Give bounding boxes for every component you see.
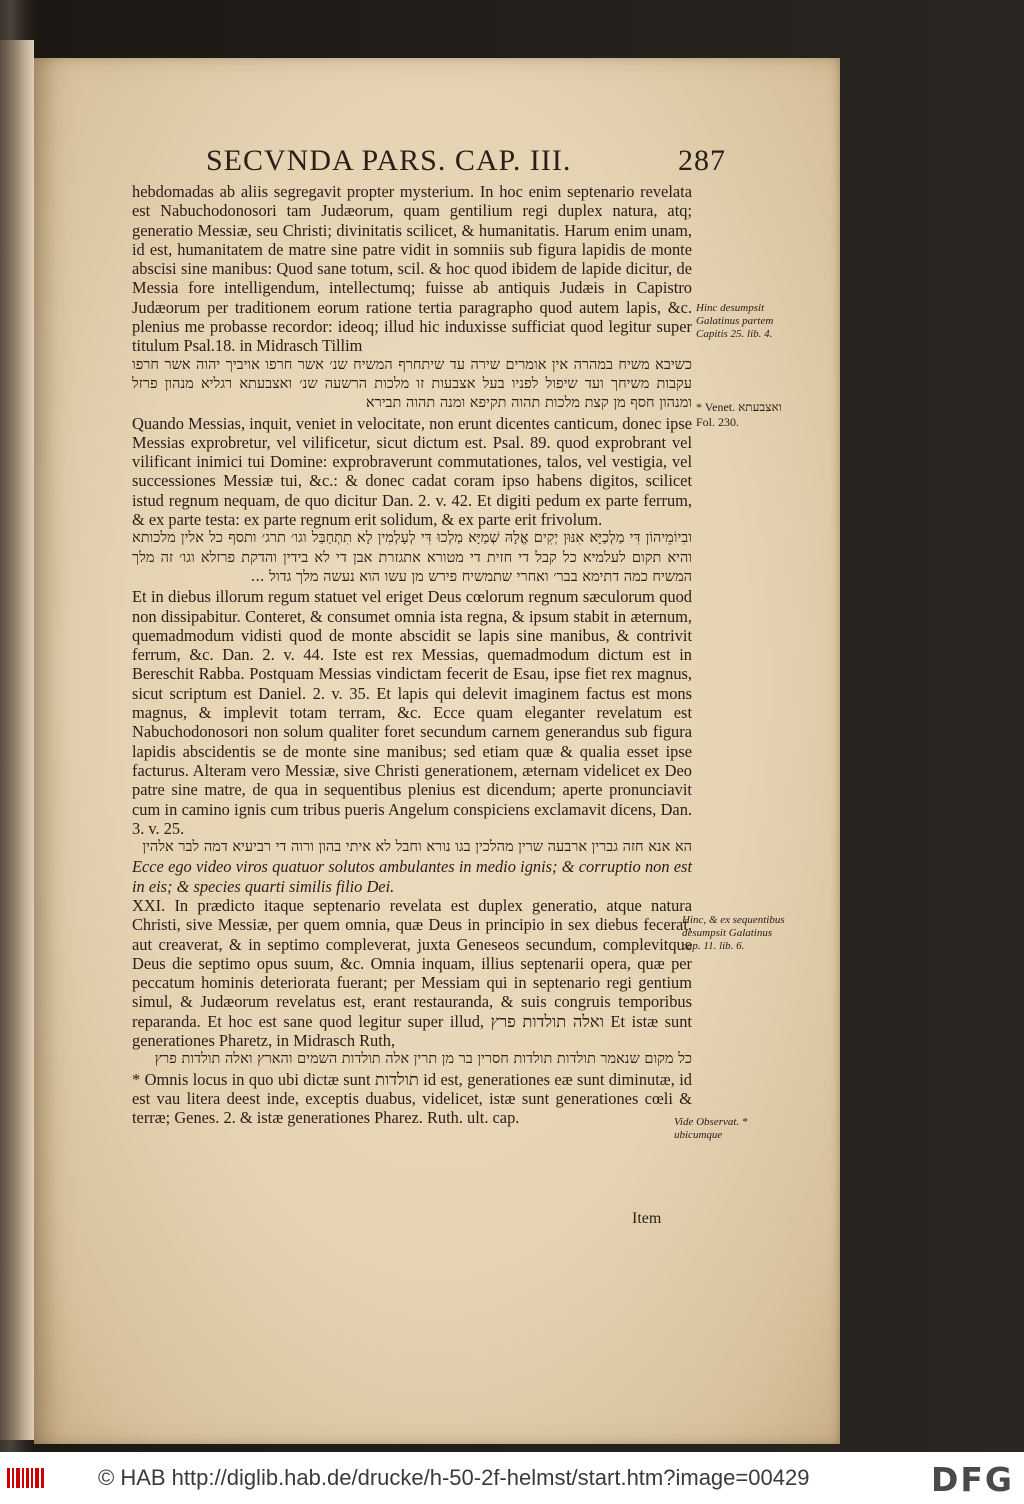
running-head (206, 144, 726, 180)
left-page-edge (0, 40, 34, 1440)
hab-barcode-icon (6, 1466, 46, 1490)
body-text (132, 182, 692, 1212)
paragraph: Ecce ego video viros quatuor solutos ambulantes in medio ignis; & corruptio non est in eis; & species quarti similis filio Dei. (132, 857, 692, 896)
hebrew-quote: הא אנא חזה גברין ארבעה שרין מהלכין בגו נורא וחבל לא איתי בהון ורוה די רביעיא דמה לבר אלהין (142, 839, 692, 856)
hebrew-quote: ובִיוֹמֵיהוֹן דִּי מַלְכַיָּא אִנּוּן יְקִים אֱלָהּ שְׁמַיָּא מַלְכוּ דִּי לְעָלְמִין לָא תִתְחַבַּל וגו׳ תרג׳ ותסף כל אלין מלכותא והיא תקום לעלמיא כל קבל די חזית די מטורא אתגזרת אבן די לא בידין והדקת פרזלא וגו׳ זה מלך המשיח כמה דתימא בבר׳ ואחרי שתמשיח פירש מן עשו הוא נעשה מלך גדול ... (132, 530, 692, 585)
marginal-note: Vide Observat. * ubicumque (674, 1116, 748, 1141)
hebrew-quote: כל מקום שנאמר תולדות תולדות חסרין בר מן תרין אלה תולדות השמים והארץ ואלה תולדות פרץ (154, 1051, 692, 1068)
paragraph: hebdomadas ab aliis segregavit propter mysterium. In hoc enim septenario revelata est Nabuchodonosori tam Judæorum, quam gentilium regi duplex natura, atq; generatio Messiæ, seu Christi; divinitatis scilicet, & humanitatis. Harum enim unam, id est, humanitatem de matre sine patre vidit in somniis sub figura lapidis de monte abscisi sine manibus: Quod sane totum, scil. & hoc quod ibidem de lapide dicitur, de Messia fore intelligendum, intellectumq; fuisse ab antiquis Judæis in Capistro Judæorum per traditionem eorum ratione tertia paragrapho quod autem lapis, &c. plenius me probasse recordor: ideoq; illud hic induxisse sufficiat quod legitur super titulum Psal.18. in Midrasch Tillim (132, 182, 692, 356)
catchword: Item (632, 1210, 662, 1227)
marginal-note: Hinc desumpsit Galatinus partem Capitis 25. lib. 4. (696, 302, 774, 340)
page-number: 287 (678, 144, 726, 177)
book-page (34, 58, 840, 1444)
running-head-title: SECVNDA PARS. CAP. III. (206, 144, 572, 177)
hebrew-quote: כשיבא משיח במהרה אין אומרים שירה עד שיתחרף המשיח שנ׳ אשר חרפו אויביך יהוה אשר חרפו עקבות משיחך ועד שיפול לפניו בעל אצבעות זו מלכות הרשעה שנ׳ ואצבעתא רגליא מנהון פרזל ומנהון חסף מן קצת מלכות תהוה תקיפא ומנה תהוה תבירא (132, 356, 692, 412)
paragraph: * Omnis locus in quo ubi dictæ sunt תולדות id est, generationes eæ sunt diminutæ, id est vau litera deest inde, exceptis duabus, videlicet, istæ sunt generationes cœli & terræ; Genes. 2. & istæ generationes Pharez. Ruth. ult. cap. (132, 1069, 692, 1128)
paragraph: XXI. In prædicto itaque septenario revelata est duplex generatio, atque natura Christi, sive Messiæ, per quem omnia, quæ Deus in principio in sex diebus fecerat, aut creaverat, & in septimo compleverat, juxta Geneseos secundum, complevitque Deus die septimo opus suum, &c. Omnia inquam, illius septenarii opera, quæ per peccatum hominis deteriorata fuerant; per Messiam qui in septenario regi gentium simul, & Judæorum revelatus est, erant restauranda, & suis congruis temporibus reparanda. Et hoc est sane quod legitur super illud, ואלה תולדות פרץ Et istæ sunt generationes Pharetz, in Midrasch Ruth, (132, 895, 692, 1051)
marginal-note: * Venet. ואצבעתא Fol. 230. (696, 400, 782, 429)
paragraph: Quando Messias, inquit, veniet in velocitate, non erunt dicentes canticum, donec ipse Messias exprobretur, vel vilificetur, sicut dictum est. Psal. 89. quod exprobrant vel vilificant inimici tui Domine: exprobraverunt commutationes, talos, vel vestigia, vel successiones Messiæ tui, &c.: & donec cadat coram ipso habens digitos, scilicet istud regnum nequam, de quo dicitur Dan. 2. v. 42. Et digiti pedum ex parte ferrum, & ex parte testa: ex parte regnum erit solidum, & ex parte erit frivolum. (132, 413, 692, 530)
viewer-footer (0, 1452, 1024, 1504)
paragraph: Et in diebus illorum regum statuet vel eriget Deus cœlorum regnum sæculorum quod non dissipabitur. Conteret, & consumet omnia ista regna, & ipsum stabit in æternum, quemadmodum vidisti quod de monte abscidit se lapis sine manibus, & contrivit ferrum, &c. Dan. 2. v. 44. Iste est rex Messias, quemadmodum dictum est in Bereschit Rabba. Postquam Messias vindictam fecerit de Esau, ipse fiet rex magnus, sicut scriptum est Daniel. 2. v. 35. Et lapis qui delevit imaginem factus est mons magnus, & implevit totam terram, &c. Ecce quam eleganter revelatum est Nabuchodonosori non solum qualiter foret secundum carnem generandus sub figura lapidis abscidentis se de monte sine manibus; sed etiam quæ & qualia esset ipse facturus. Alteram vero Messiæ, sive Christi generationem, æternam videlicet ex Deo patre sine matre, de qua in sequentibus plenius est dicendum; aperte pronunciavit cum in camino ignis cum tribus pueris Angelum conspiciens exclamavit dicens, Dan. 3. v. 25. (132, 587, 692, 838)
source-link[interactable]: © HAB http://diglib.hab.de/drucke/h-50-2f-helmst/start.htm?image=00429 (98, 1465, 810, 1490)
marginal-note: Hinc, & ex sequentibus desumpsit Galatinus cap. 11. lib. 6. (682, 914, 785, 952)
dfg-logo: DFG (930, 1460, 1014, 1499)
